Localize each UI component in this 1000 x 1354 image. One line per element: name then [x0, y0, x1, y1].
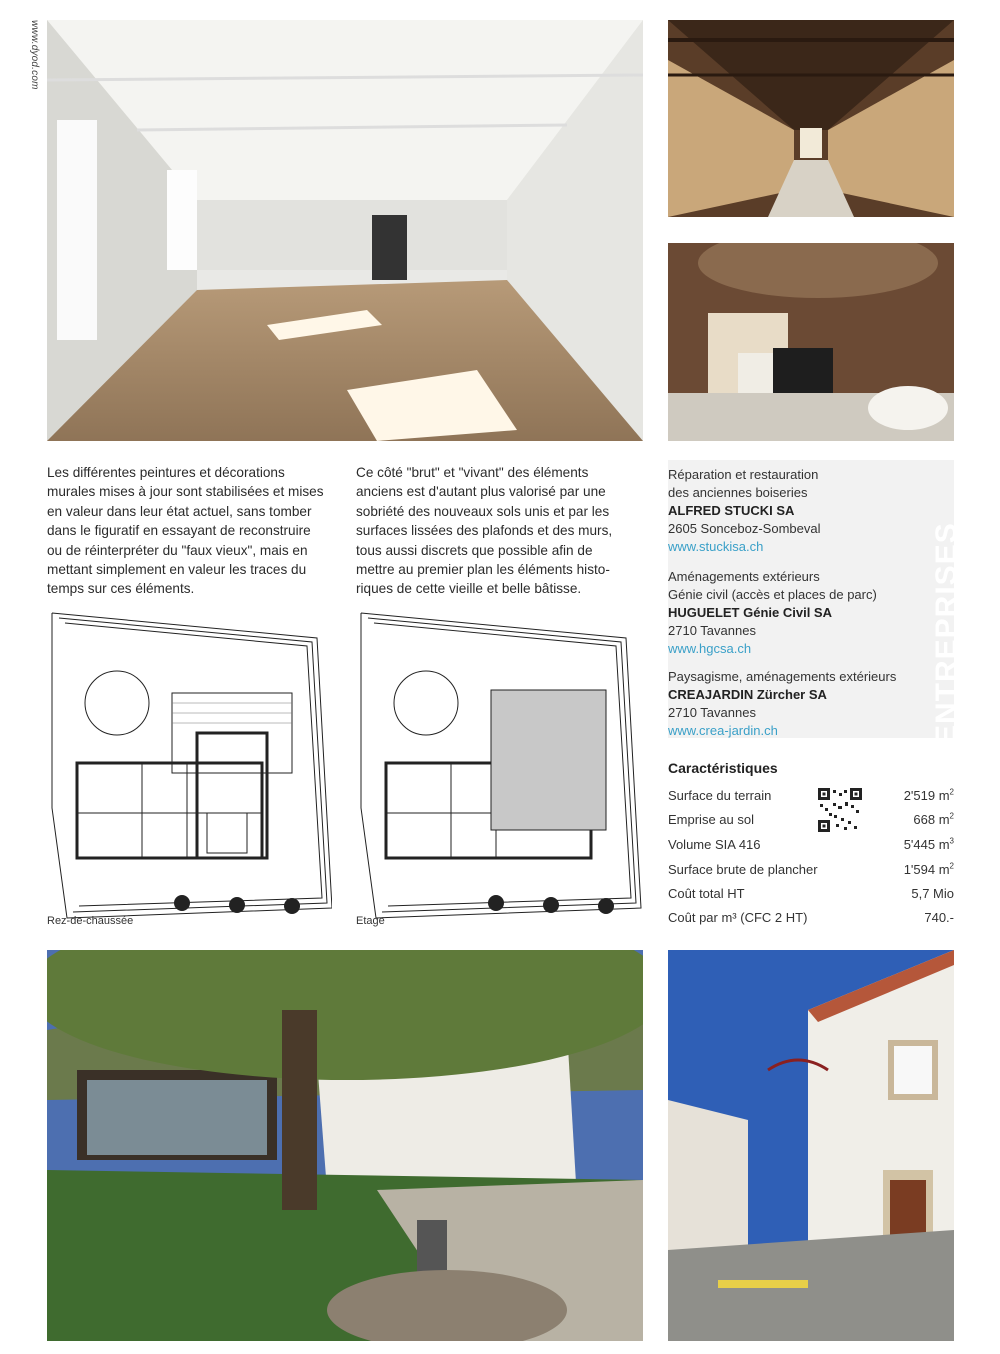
- upper-floor-caption: Etage: [356, 915, 385, 927]
- characteristics-title: Caractéristiques: [668, 760, 778, 776]
- characteristic-label: Surface du terrain: [668, 788, 772, 803]
- characteristic-value: 740.-: [924, 910, 954, 925]
- col1-line: ou de réinterpréter du "faux vieux", mais en: [47, 542, 308, 558]
- credit-website-link[interactable]: www.hgcsa.ch: [668, 641, 752, 656]
- characteristic-row: [668, 910, 954, 930]
- col1-line: en valeur dans leur état actuel, sans tomber: [47, 503, 312, 519]
- col1-line: dans le figuratif en essayant de reconstruire: [47, 523, 311, 539]
- characteristic-label: Coût total HT: [668, 886, 745, 901]
- credits-side-title-text: ENTREPRISES: [930, 522, 963, 745]
- characteristic-label: Volume SIA 416: [668, 837, 761, 852]
- credit-line: Aménagements extérieurs: [668, 569, 820, 584]
- characteristic-row: [668, 862, 954, 882]
- col1-line: mettant simplement en valeur les traces du: [47, 562, 307, 578]
- characteristic-label: Emprise au sol: [668, 812, 754, 827]
- characteristic-value: 668 $m^2$: [913, 811, 954, 827]
- credit-website-link[interactable]: www.stuckisa.ch: [668, 539, 764, 554]
- ground-floor-caption: Rez-de-chaussée: [47, 915, 134, 927]
- col2-line: mettre au premier plan les éléments histo-: [356, 562, 610, 578]
- side-url: [24, 20, 44, 110]
- attic-corridor-photo: [668, 20, 954, 217]
- credit-line: Paysagisme, aménagements extérieurs: [668, 669, 897, 684]
- credit-line: Génie civil (accès et places de parc): [668, 587, 877, 602]
- street-facade-photo: [668, 950, 954, 1341]
- credit-entry: [668, 466, 821, 556]
- credit-website-link[interactable]: www.crea-jardin.ch: [668, 723, 778, 738]
- qr-code-icon[interactable]: [818, 788, 862, 832]
- credit-address: 2710 Tavannes: [668, 705, 756, 720]
- characteristic-label: Coût par m³ (CFC 2 HT): [668, 910, 808, 925]
- side-url-text: www.dyod.com: [29, 20, 40, 90]
- body-text-column-1: [47, 463, 335, 599]
- courtyard-tree-photo: [47, 950, 643, 1341]
- characteristic-value: 1'594 $m^2$: [903, 861, 954, 877]
- credit-address: 2710 Tavannes: [668, 623, 756, 638]
- credit-entry: [668, 668, 896, 740]
- characteristic-value: 2'519 $m^2$: [903, 787, 954, 803]
- col1-line: murales mises à jour sont stabilisées et mises: [47, 484, 324, 500]
- col2-line: anciens est d'autant plus valorisé par une: [356, 484, 606, 500]
- characteristic-value: 5'445 $m^3$: [903, 836, 954, 852]
- characteristic-row: [668, 886, 954, 906]
- ground-floor-plan: [47, 608, 332, 923]
- characteristic-row: [668, 812, 954, 832]
- characteristic-value: 5,7 Mio: [911, 886, 954, 901]
- credit-company: CREAJARDIN Zürcher SA: [668, 687, 827, 702]
- credit-entry: [668, 568, 877, 658]
- kitchen-room-photo: [668, 243, 954, 441]
- characteristic-row: [668, 837, 954, 857]
- interior-room-photo: [47, 20, 643, 441]
- col1-line: Les différentes peintures et décorations: [47, 465, 285, 480]
- col1-line: temps sur ces éléments.: [47, 581, 195, 597]
- col2-line: Ce côté "brut" et "vivant" des éléments: [356, 465, 589, 480]
- credit-line: des anciennes boiseries: [668, 485, 808, 500]
- body-text-column-2: [356, 463, 644, 599]
- col2-line: surfaces lissées des plafonds et des murs,: [356, 523, 613, 539]
- credit-company: HUGUELET Génie Civil SA: [668, 605, 832, 620]
- credit-line: Réparation et restauration: [668, 467, 819, 482]
- characteristic-label: Surface brute de plancher: [668, 862, 818, 877]
- credit-company: ALFRED STUCKI SA: [668, 503, 795, 518]
- upper-floor-plan: [356, 608, 644, 923]
- characteristic-row: [668, 788, 954, 808]
- col2-line: sobriété des nouveaux sols unis et par les: [356, 503, 610, 519]
- col2-line: riques de cette vieille et belle bâtisse.: [356, 581, 582, 597]
- col2-line: tous aussi discrets que possible afin de: [356, 542, 593, 558]
- credit-address: 2605 Sonceboz-Sombeval: [668, 521, 821, 536]
